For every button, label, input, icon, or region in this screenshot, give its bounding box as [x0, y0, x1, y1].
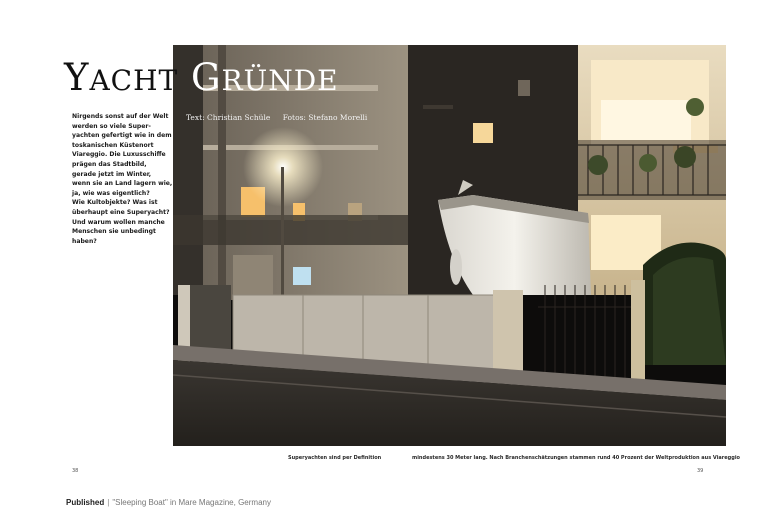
- intro-line: Und warum wollen manche: [72, 218, 165, 226]
- intro-line: yachten gefertigt wie in dem: [72, 132, 172, 140]
- intro-line: haben?: [72, 237, 97, 245]
- intro-paragraph: [72, 112, 176, 246]
- intro-line: überhaupt eine Superyacht?: [72, 208, 170, 216]
- intro-line: prägen das Stadtbild,: [72, 160, 147, 168]
- intro-line: Nirgends sonst auf der Welt: [72, 113, 169, 120]
- page-number-left: 38: [72, 468, 79, 474]
- title-word-2-initial: G: [190, 56, 222, 99]
- feature-photo-illustration: [173, 45, 726, 446]
- article-title: [64, 57, 339, 102]
- intro-line: wenn sie an Land lagern wie,: [72, 180, 173, 188]
- intro-line: ja, wie was eigentlich?: [72, 189, 150, 197]
- publication-footer: [66, 498, 271, 507]
- title-word-2-rest: RÜNDE: [221, 64, 339, 97]
- feature-photo: [173, 45, 726, 446]
- article-credits: [186, 113, 377, 122]
- footer-separator: |: [107, 498, 110, 507]
- title-word-1-initial: Y: [64, 56, 90, 99]
- intro-line: werden so viele Super-: [72, 122, 151, 130]
- footer-label: Published: [66, 498, 105, 507]
- credit-photos: Fotos: Stefano Morelli: [282, 113, 368, 122]
- title-word-1-rest: ACHT: [89, 64, 179, 97]
- intro-line: Viareggio. Die Luxusschiffe: [72, 151, 166, 159]
- intro-line: gerade jetzt im Winter,: [72, 170, 152, 178]
- photo-caption-left: Superyachten sind per Definition: [288, 455, 382, 461]
- page-number-right: 39: [697, 468, 704, 474]
- intro-line: Menschen sie unbedingt: [72, 228, 156, 236]
- intro-line: Wie Kultobjekte? Was ist: [72, 199, 158, 207]
- intro-line: toskanischen Küstenort: [72, 141, 154, 149]
- photo-caption-right: mindestens 30 Meter lang. Nach Branchenschätzungen stammen rund 40 Prozent der Weltproduktion aus Viareggio: [412, 455, 740, 461]
- credit-text: Text: Christian Schüle: [186, 113, 271, 122]
- footer-publication: "Sleeping Boat" in Mare Magazine, Germany: [112, 498, 271, 507]
